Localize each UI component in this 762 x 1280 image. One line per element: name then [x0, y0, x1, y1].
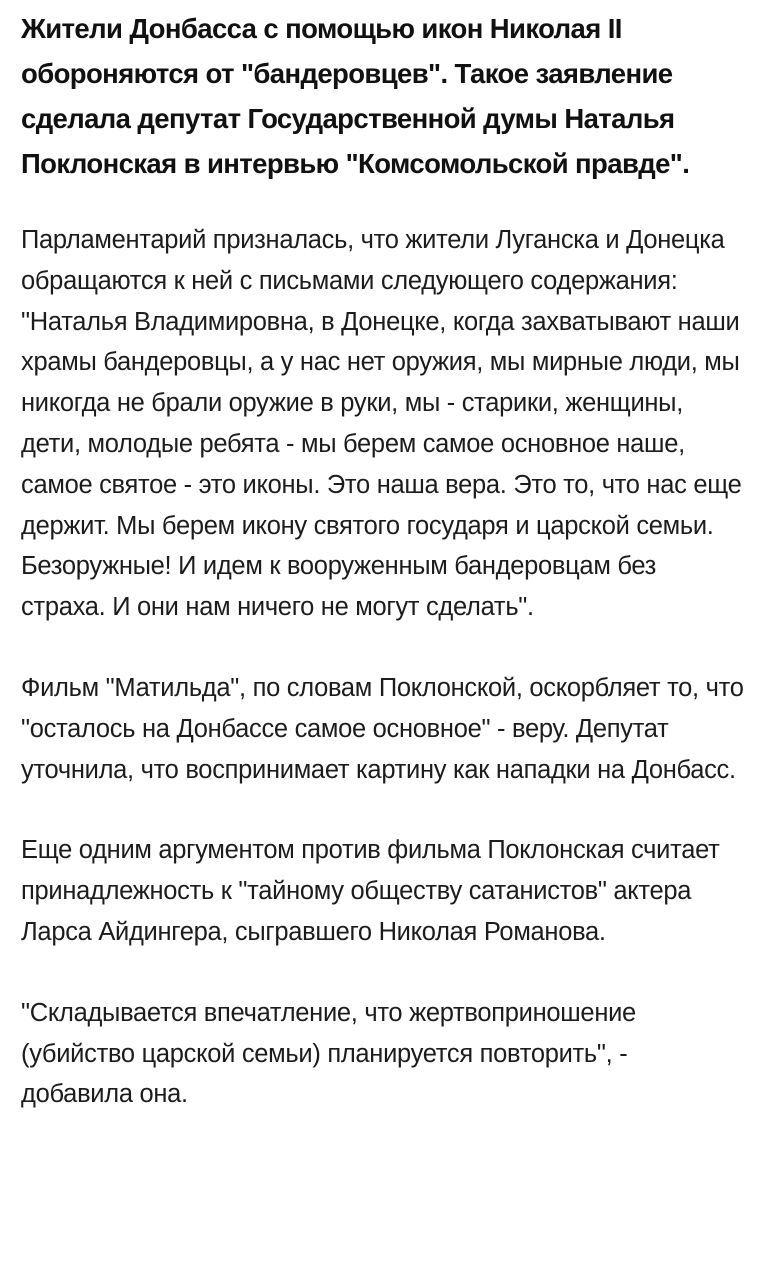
article-paragraph-film: Фильм "Матильда", по словам Поклонской, оскорбляет то, что "осталось на Донбассе самое основное" - веру. Депутат уточнила, что воспринимает картину как нападки на Донбасс.	[21, 673, 744, 784]
article-lead: Жители Донбасса с помощью икон Николая II обороняются от "бандеровцев". Такое заявление сделала депутат Государственной думы Наталья Поклонская в интервью "Комсомольской правде".	[21, 13, 690, 179]
article-paragraph-letters: Парламентарий призналась, что жители Луганска и Донецка обращаются к ней с письмами следующего содержания: "Наталья Владимировна, в Донецке, когда захватывают наши храмы бандеровцы, а у нас нет оружия, мы мирные люди, мы никогда не брали оружие в руки, мы - старики, женщины, дети, молодые ребята - мы берем самое основное наше, самое святое - это иконы. Это наша вера. Это то, что нас еще держит. Мы берем икону святого государя и царской семьи. Безоружные! И идем к вооруженным бандеровцам без страха. И они нам ничего не могут сделать".	[21, 226, 742, 622]
article-paragraph-actor: Еще одним аргументом против фильма Поклонская считает принадлежность к "тайному обществу сатанистов" актера Ларса Айдингера, сыгравшего Николая Романова.	[21, 836, 720, 946]
article-paragraph-quote: "Складывается впечатление, что жертвоприношение (убийство царской семьи) планируется повторить", - добавила она.	[21, 998, 636, 1109]
